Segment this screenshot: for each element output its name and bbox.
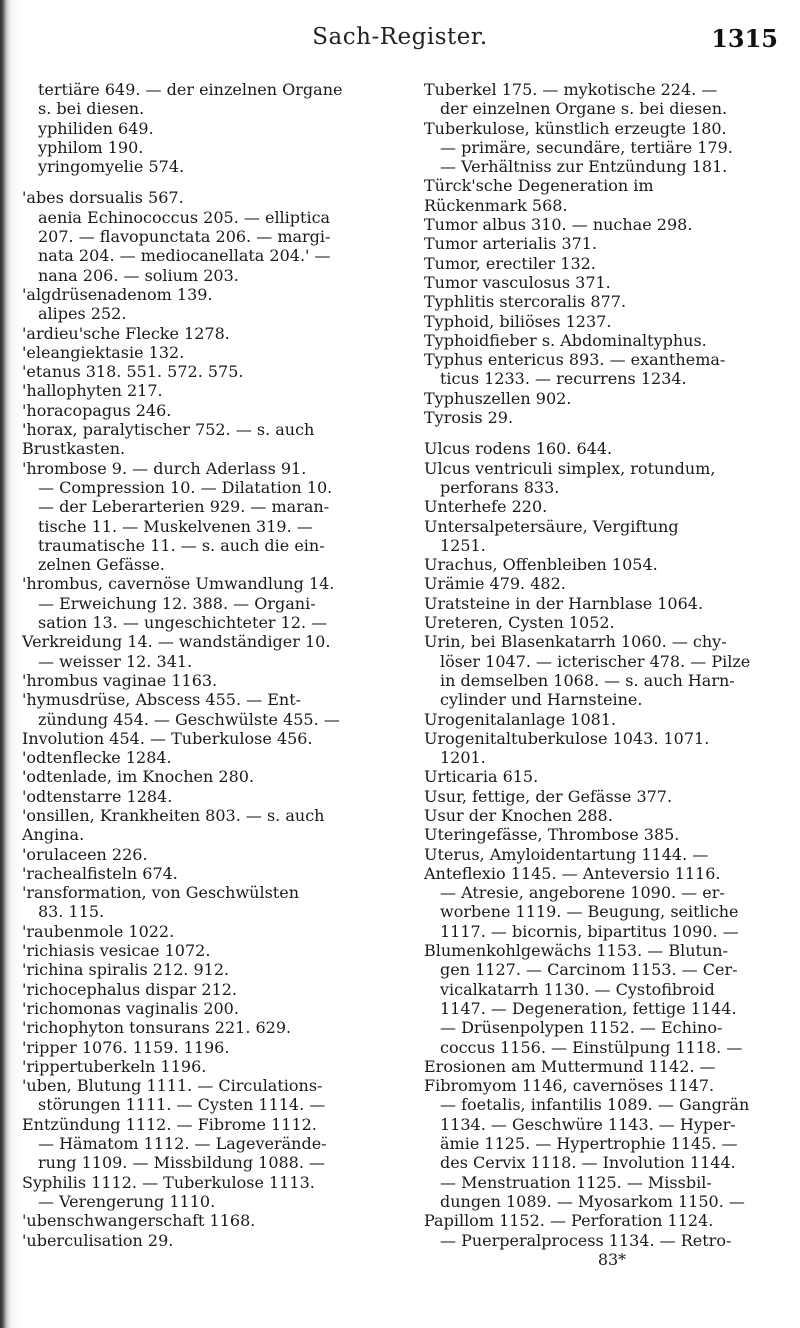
index-line: perforans 833. [440, 477, 560, 497]
index-line: 'hallophyten 217. [22, 381, 163, 401]
index-line: coccus 1156. — Einstülpung 1118. — [440, 1037, 743, 1057]
index-line: — der Leberarterien 929. — maran- [38, 497, 330, 517]
index-line: 'onsillen, Krankheiten 803. — s. auch [22, 805, 325, 825]
index-line: der einzelnen Organe s. bei diesen. [440, 99, 728, 119]
index-line: 'richina spiralis 212. 912. [22, 960, 230, 980]
index-line: Angina. [22, 825, 85, 845]
page-header [0, 24, 800, 58]
index-line: in demselben 1068. — s. auch Harn- [440, 670, 735, 690]
index-line: Fibromyom 1146, cavernöses 1147. [424, 1076, 715, 1096]
index-line: Urticaria 615. [424, 767, 539, 787]
page-number: 1315 [711, 24, 778, 53]
index-line: Typhuszellen 902. [424, 388, 572, 408]
index-column-right [424, 80, 784, 1269]
index-line: Papillom 1152. — Perforation 1124. [424, 1211, 714, 1231]
index-line: 'etanus 318. 551. 572. 575. [22, 362, 244, 382]
index-line: Usur, fettige, der Gefässe 377. [424, 786, 673, 806]
index-line: aenia Echinococcus 205. — elliptica [38, 207, 331, 227]
index-line: — foetalis, infantilis 1089. — Gangrän [440, 1095, 750, 1115]
index-line: ticus 1233. — recurrens 1234. [440, 369, 687, 389]
index-line: Entzündung 1112. — Fibrome 1112. [22, 1114, 317, 1134]
index-line: 1201. [440, 748, 486, 768]
index-line: cylinder und Harnsteine. [440, 690, 643, 710]
index-line: 'richiasis vesicae 1072. [22, 941, 211, 961]
index-line: 'ripper 1076. 1159. 1196. [22, 1037, 230, 1057]
index-line: Tumor vasculosus 371. [424, 272, 611, 292]
index-line: — Verhältniss zur Entzündung 181. [440, 157, 728, 177]
index-line: Typhoidfieber s. Abdominaltyphus. [424, 330, 707, 350]
index-line [424, 427, 784, 439]
index-line: Türck'sche Degeneration im [424, 176, 654, 196]
index-line: — Compression 10. — Dilatation 10. [38, 477, 333, 497]
index-line: Tumor albus 310. — nuchae 298. [424, 215, 693, 235]
index-line: 'ardieu'sche Flecke 1278. [22, 323, 230, 343]
index-line: Uterus, Amyloidentartung 1144. — [424, 844, 709, 864]
index-line: worbene 1119. — Beugung, seitliche [440, 902, 739, 922]
index-line: Tuberkel 175. — mykotische 224. — [424, 80, 718, 99]
index-line: — Verengerung 1110. [38, 1191, 216, 1211]
index-line: 83. 115. [38, 902, 105, 922]
index-line: 'raubenmole 1022. [22, 921, 175, 941]
index-line: Verkreidung 14. — wandständiger 10. [22, 632, 331, 652]
index-line: 207. — flavopunctata 206. — margi- [38, 227, 331, 247]
index-line: 'rachealfisteln 674. [22, 863, 178, 883]
index-line: 'rippertuberkeln 1196. [22, 1056, 207, 1076]
index-line: 'abes dorsualis 567. [22, 188, 184, 208]
index-line: 'odtenflecke 1284. [22, 748, 172, 768]
index-line: 1117. — bicornis, bipartitus 1090. — [440, 921, 739, 941]
index-line: ämie 1125. — Hypertrophie 1145. — [440, 1134, 738, 1154]
index-line: Erosionen am Muttermund 1142. — [424, 1056, 716, 1076]
index-line: 'eleangiektasie 132. [22, 342, 185, 362]
index-line: 'uberculisation 29. [22, 1230, 174, 1250]
index-line: Urin, bei Blasenkatarrh 1060. — chy- [424, 632, 727, 652]
index-line: — Hämatom 1112. — Lageverände- [38, 1134, 327, 1154]
index-line: Ulcus rodens 160. 644. [424, 439, 613, 459]
index-line: — Drüsenpolypen 1152. — Echino- [440, 1018, 723, 1038]
index-line: Usur der Knochen 288. [424, 805, 613, 825]
index-line: nana 206. — solium 203. [38, 265, 239, 285]
index-line: 1251. [440, 535, 486, 555]
index-line: des Cervix 1118. — Involution 1144. [440, 1153, 736, 1173]
index-line: 'uben, Blutung 1111. — Circulations- [22, 1076, 323, 1096]
index-line: Anteflexio 1145. — Anteversio 1116. [424, 863, 721, 883]
index-line: Urogenitaltuberkulose 1043. 1071. [424, 728, 710, 748]
index-line: yphiliden 649. [38, 118, 154, 138]
index-line: Uratsteine in der Harnblase 1064. [424, 593, 704, 613]
index-line: löser 1047. — icterischer 478. — Pilze [440, 651, 751, 671]
index-line: — Puerperalprocess 1134. — Retro- [440, 1230, 732, 1250]
index-line: alipes 252. [38, 304, 127, 324]
index-line: Typhlitis stercoralis 877. [424, 292, 627, 312]
index-line: tische 11. — Muskelvenen 319. — [38, 516, 313, 536]
index-line: Urämie 479. 482. [424, 574, 566, 594]
index-line: Urachus, Offenbleiben 1054. [424, 555, 658, 575]
index-line: Untersalpetersäure, Vergiftung [424, 516, 679, 536]
index-line: 'hymusdrüse, Abscess 455. — Ent- [22, 690, 302, 710]
index-line: zündung 454. — Geschwülste 455. — [38, 709, 340, 729]
index-line: Ulcus ventriculi simplex, rotundum, [424, 458, 716, 478]
index-line: — weisser 12. 341. [38, 651, 193, 671]
index-line: 'ubenschwangerschaft 1168. [22, 1211, 256, 1231]
index-line: Ureteren, Cysten 1052. [424, 613, 615, 633]
index-line: 1134. — Geschwüre 1143. — Hyper- [440, 1114, 736, 1134]
index-line: 'ransformation, von Geschwülsten [22, 883, 299, 903]
index-line: 1147. — Degeneration, fettige 1144. [440, 998, 737, 1018]
index-line: Syphilis 1112. — Tuberkulose 1113. [22, 1172, 315, 1192]
index-line: sation 13. — ungeschichteter 12. — [38, 613, 328, 633]
index-line: 'orulaceen 226. [22, 844, 148, 864]
index-line: Tyrosis 29. [424, 408, 514, 428]
index-line: 'odtenstarre 1284. [22, 786, 173, 806]
index-line: dungen 1089. — Myosarkom 1150. — [440, 1191, 745, 1211]
index-line: vicalkatarrh 1130. — Cystofibroid [440, 979, 715, 999]
index-line: 'richocephalus dispar 212. [22, 979, 238, 999]
index-line: gen 1127. — Carcinom 1153. — Cer- [440, 960, 738, 980]
index-line: 'horax, paralytischer 752. — s. auch [22, 420, 315, 440]
index-line: zelnen Gefässe. [38, 555, 165, 575]
index-line: — Erweichung 12. 388. — Organi- [38, 593, 316, 613]
index-line: traumatische 11. — s. auch die ein- [38, 535, 325, 555]
index-column-left [22, 80, 402, 1250]
index-line: 83* [597, 1249, 627, 1269]
index-line: 'richophyton tonsurans 221. 629. [22, 1018, 292, 1038]
index-line: tertiäre 649. — der einzelnen Organe [38, 80, 343, 99]
index-line: — Atresie, angeborene 1090. — er- [440, 883, 725, 903]
index-line [22, 176, 402, 188]
index-line: Tumor arterialis 371. [424, 234, 598, 254]
index-line: Urogenitalanlage 1081. [424, 709, 617, 729]
index-line: s. bei diesen. [38, 99, 145, 119]
index-line: nata 204. — mediocanellata 204.' — [38, 246, 331, 266]
index-line: — primäre, secundäre, tertiäre 179. [440, 137, 733, 157]
index-line: 'hrombus vaginae 1163. [22, 670, 218, 690]
index-line: Typhoid, biliöses 1237. [424, 311, 612, 331]
index-line: Tuberkulose, künstlich erzeugte 180. [424, 118, 727, 138]
index-line: 'richomonas vaginalis 200. [22, 998, 239, 1018]
index-line: yphilom 190. [38, 137, 144, 157]
index-line: Uteringefässe, Thrombose 385. [424, 825, 680, 845]
page-title: Sach-Register. [312, 24, 488, 50]
index-line: 'hrombose 9. — durch Aderlass 91. [22, 458, 307, 478]
index-line: störungen 1111. — Cysten 1114. — [38, 1095, 326, 1115]
index-line: Blumenkohlgewächs 1153. — Blutun- [424, 941, 728, 961]
index-line: 'hrombus, cavernöse Umwandlung 14. [22, 574, 335, 594]
index-line: Typhus entericus 893. — exanthema- [424, 350, 726, 370]
index-line: Involution 454. — Tuberkulose 456. [22, 728, 313, 748]
index-line: 'algdrüsenadenom 139. [22, 284, 213, 304]
index-line: rung 1109. — Missbildung 1088. — [38, 1153, 326, 1173]
index-line: — Menstruation 1125. — Missbil- [440, 1172, 712, 1192]
index-line: yringomyelie 574. [38, 157, 185, 177]
index-line: Tumor, erectiler 132. [424, 253, 596, 273]
index-line: 'horacopagus 246. [22, 400, 172, 420]
index-line: 'odtenlade, im Knochen 280. [22, 767, 255, 787]
index-line: Rückenmark 568. [424, 195, 568, 215]
index-line: Unterhefe 220. [424, 497, 548, 517]
index-line: Brustkasten. [22, 439, 126, 459]
